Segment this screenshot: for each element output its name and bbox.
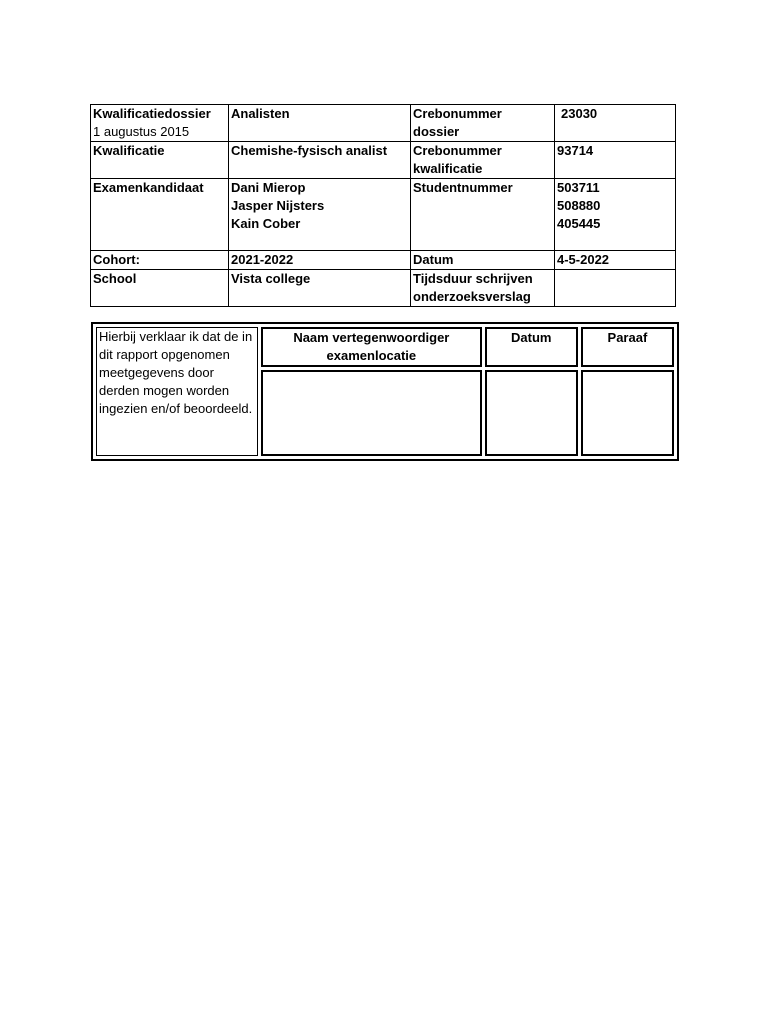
cohort-value: 2021-2022 <box>229 251 411 270</box>
exam-candidate-label: Examenkandidaat <box>91 179 229 251</box>
declaration-date-field[interactable] <box>485 370 578 456</box>
student-number-label: Studentnummer <box>411 179 555 251</box>
candidate-name: Dani Mierop <box>231 180 306 195</box>
qualification-dossier-label: Kwalificatiedossier 1 augustus 2015 <box>91 105 229 142</box>
exam-info-table <box>90 104 676 307</box>
table-row <box>91 179 676 251</box>
declaration-table <box>91 322 679 461</box>
school-value: Vista college <box>229 270 411 307</box>
table-row <box>91 251 676 270</box>
qualification-dossier-value: Analisten <box>229 105 411 142</box>
declaration-statement: Hierbij verklaar ik dat de in dit rapport opgenomen meetgegevens door derden mogen worden ingezien en/of beoordeeld. <box>96 327 258 456</box>
cohort-label: Cohort: <box>91 251 229 270</box>
representative-name-header: Naam vertegenwoordiger examenlocatie <box>261 327 482 367</box>
table-row <box>91 270 676 307</box>
representative-name-field[interactable] <box>261 370 482 456</box>
date-label: Datum <box>411 251 555 270</box>
report-duration-label: Tijdsduur schrijven onderzoeksverslag <box>411 270 555 307</box>
report-duration-value <box>555 270 676 307</box>
student-number: 405445 <box>557 216 601 231</box>
signature-header: Paraaf <box>581 327 674 367</box>
candidate-name: Jasper Nijsters <box>231 198 325 213</box>
qualification-value: Chemishe-fysisch analist <box>229 142 411 179</box>
candidate-name: Kain Cober <box>231 216 301 231</box>
student-number: 503711 <box>557 180 600 195</box>
table-row <box>91 142 676 179</box>
school-label: School <box>91 270 229 307</box>
crebo-qualification-value: 93714 <box>555 142 676 179</box>
crebo-dossier-label: Crebonummer dossier <box>411 105 555 142</box>
table-row <box>91 105 676 142</box>
exam-candidate-names <box>229 179 411 251</box>
signature-field[interactable] <box>581 370 674 456</box>
crebo-qualification-label: Crebonummer kwalificatie <box>411 142 555 179</box>
student-numbers <box>555 179 676 251</box>
table-row <box>96 327 674 367</box>
student-number: 508880 <box>557 198 601 213</box>
crebo-dossier-value: 23030 <box>555 105 676 142</box>
qualification-label: Kwalificatie <box>91 142 229 179</box>
declaration-date-header: Datum <box>485 327 578 367</box>
date-value: 4-5-2022 <box>555 251 676 270</box>
